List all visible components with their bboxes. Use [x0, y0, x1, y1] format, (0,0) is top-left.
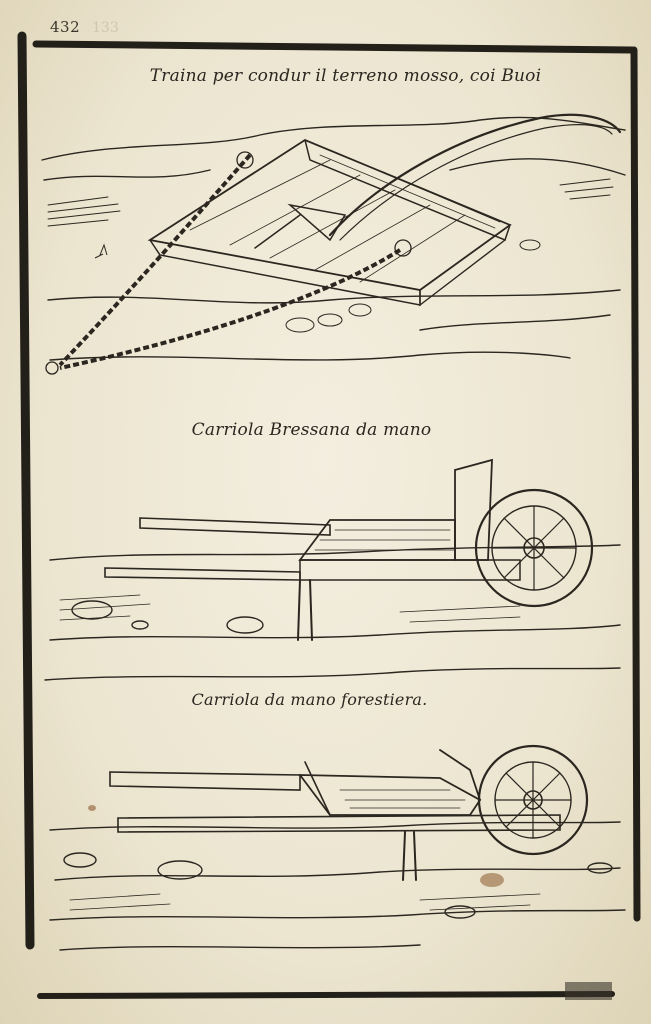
- figure-caption-3: Carriola da mano forestiera.: [191, 690, 428, 709]
- page-number-bleedthrough: 133: [92, 20, 119, 36]
- figure-caption-2: Carriola Bressana da mano: [191, 420, 432, 440]
- page-number: 432: [50, 18, 81, 36]
- figure-caption-1: Traina per condur il terreno mosso, coi Buoi: [149, 66, 542, 86]
